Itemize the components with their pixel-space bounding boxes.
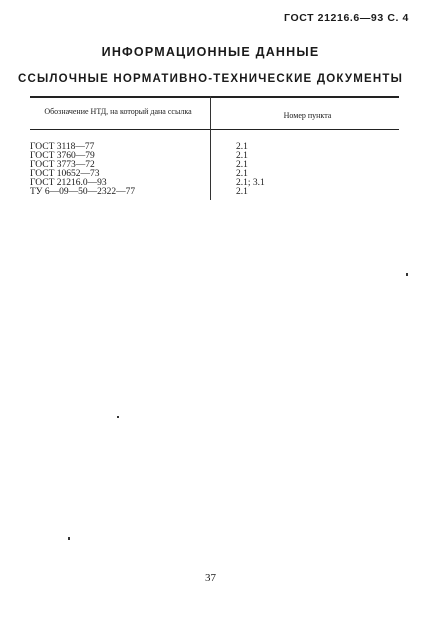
row-document: ГОСТ 21216.0—93 [30,178,107,188]
row-clause: 2.1 [236,169,248,179]
table-header-rule [30,129,399,130]
row-document: ТУ 6—09—50—2322—77 [30,187,136,197]
row-document: ГОСТ 3118—77 [30,142,95,152]
info-title: ИНФОРМАЦИОННЫЕ ДАННЫЕ [101,45,320,59]
row-clause: 2.1 [236,142,248,152]
scan-speck [68,537,70,540]
scan-speck [117,416,119,418]
page-header: ГОСТ 21216.6—93 С. 4 [284,12,409,24]
row-clause: 2.1 [236,151,248,161]
scan-speck [406,273,408,276]
doc-title: ССЫЛОЧНЫЕ НОРМАТИВНО-ТЕХНИЧЕСКИЕ ДОКУМЕНТЫ [17,73,404,85]
row-clause: 2.1 [236,187,248,197]
table-row [30,188,399,197]
row-clause: 2.1 [236,160,248,170]
page-number: 37 [205,572,216,584]
row-document: ГОСТ 3760—79 [30,151,95,161]
table-top-rule [30,96,399,98]
row-clause: 2.1; 3.1 [236,178,265,188]
header-clause: Номер пункта [283,111,332,120]
row-document: ГОСТ 10652—73 [30,169,100,179]
reference-table [30,96,399,204]
row-document: ГОСТ 3773—72 [30,160,95,170]
header-document: Обозначение НТД, на который дана ссылка [44,107,192,116]
